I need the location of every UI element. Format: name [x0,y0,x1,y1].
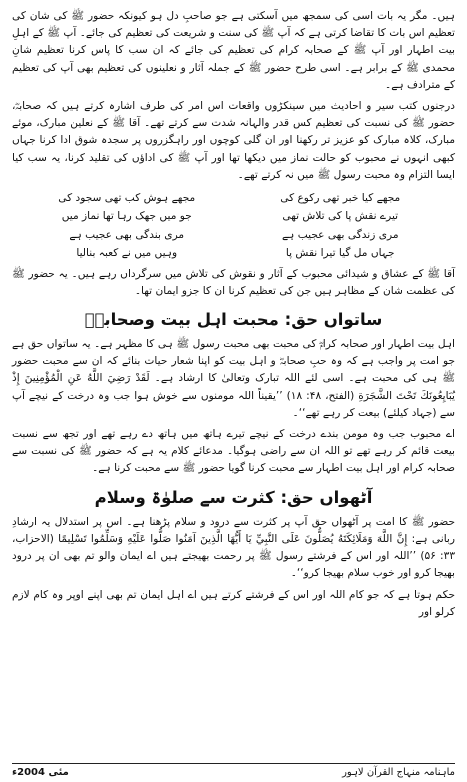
poem-verses [40,190,427,262]
footer-magazine-name: ماہنامہ منہاج القرآن [366,767,455,778]
section-7-paragraph-2: اے محبوب جب وہ مومن بندے درخت کے نیچے تیرے ہاتھ میں ہاتھ دے رہے تھے اور تجھ سے نسبت بیعت قائم کر رہے تھے تو اللہ ان سے راضی ہوگیا۔ مدعائے کلام یہ ہے کہ حضور ﷺ کی نسبت سے صحابہ کرام اور اہل بیت اطہار سے محبت کرنا گویا حضور ﷺ سے محبت کرنا ہے۔ [12,428,455,475]
poem-line: مجھے ہوش کب تھی سجود کی [58,192,196,205]
poem-line: مری بندگی بھی عجیب ہے [69,228,185,241]
intro-paragraph-1: ہیں۔ مگر یہ بات اسی کی سمجھ میں آسکتی ہے جو صاحبِ دل ہو کیونکہ حضور ﷺ کی شان کی تعظیم اس بات کا تقاضا کرتی ہے کہ آپ ﷺ کی سنت و شریعت کی تعظیم کی جائے۔ آپ ﷺ کے اہلِ بیت اطہار اور آپ ﷺ کے صحابہ کرام کی تعظیم کی جائے کہ ان سب کا پاس کرنا تعظیم شانِ محمدی ﷺ کے برابر ہے۔ اسی طرح حضور ﷺ کے جملہ آثار و نعلینوں کی تعظیم بھی آپ کی تعظیم کے مترادف ہے۔ [12,10,455,91]
intro-paragraph-2: درجنوں کتب سیر و احادیث میں سینکڑوں واقعات اس امر کی طرف اشارہ کرتے ہیں کہ صحابہؓ، حضور ﷺ کی نسبت کی تعظیم کس قدر والہانہ شدت سے کرتے تھے۔ آقا ﷺ کے نعلین مبارک، موئے مبارک، کلاہ مبارک کو عزیز تر رکھنا اور ان گلی کوچوں اور راہگزروں پر سجدہ شوق ادا کرنا جہاں کبھی انہوں نے محبوب کو حالت نماز میں دیکھا تھا اور آپ ﷺ کی اداؤں کی تقلید کرنا، یہ سب کیا ایسا التزام وہ محبت رسول ﷺ میں نہ کرتے تھے۔ [12,100,455,181]
poem-line: تیرے نقش پا کی تلاش تھی [282,210,399,223]
after-poem-paragraph: آقا ﷺ کے عشاق و شیدائی محبوب کے آثار و نقوش کی تلاش میں سرگرداں رہے ہیں۔ یہ حضور ﷺ کی عظمت شان کے مظاہر ہیں جن کی تعظیم کرنا ان کا جزو ایمان تھا۔ [12,267,455,297]
section-7-paragraph-1: اہل بیت اطہار اور صحابہ کرامؓ کی محبت بھی محبت رسول ﷺ ہی کا مظہر ہے۔ یہ ساتواں حق ہے جو امت پر واجب ہے کہ وہ حبِ صحابہؓ و اہل بیت کو اپنا شعار حیات بنائے کہ ان سے محبت حضور ﷺ ہی کی محبت ہے۔ اسی لئے اللہ تبارک وتعالیٰ کا ارشاد ہے۔ لَقَدْ رَضِيَ اللَّهُ عَنِ الْمُؤْمِنِينَ إِذْ يُبَايِعُونَكَ تَحْتَ الشَّجَرَةِ (الفتح، ۴۸: ۱۸) ’’یقیناً اللہ مومنوں سے خوش ہوا جب وہ درخت کے نیچے آپ سے (جہاد کیلئے) بیعت کر رہے تھے‘‘۔ [12,338,456,419]
poem-line: جو میں جھک رہا تھا نماز میں [61,210,192,223]
section-8-paragraph-1: حضور ﷺ کا امت پر آٹھواں حق آپ پر کثرت سے درود و سلام پڑھنا ہے۔ اس پر استدلال یہ ارشادِ ربانی ہے: إِنَّ اللَّهَ وَمَلَائِكَتَهُ يُصَلُّونَ عَلَى النَّبِيِّ يَا أَيُّهَا الَّذِينَ آمَنُوا صَلُّوا عَلَيْهِ وَسَلِّمُوا تَسْلِيمًا (الاحزاب، ۳۳: ۵۶) ’’اللہ اور اس کے فرشتے رسول ﷺ پر رحمت بھیجتے ہیں اے ایمان والو تم بھی ان پر درود بھیجا کرو اور خوب سلام بھیجا کرو‘‘۔ [12,515,456,580]
poem-line: وہیں میں نے کعبہ بنالیا [76,247,178,260]
poem-line: مجھے کیا خبر تھی رکوع کی [280,192,401,205]
section-8-paragraph-2: حکم ہوتا ہے کہ جو کام اللہ اور اس کے فرشتے کرتے ہیں اے اہل ایمان تم بھی اپنے اوپر وہ کام لازم کرلو اور [12,588,455,618]
page-footer [12,763,455,778]
poem-line: جہاں مل گیا تیرا نقش پا [285,247,395,260]
section-7-heading: ساتواں حق: محبت اہل بیت وصحابہؓ [84,310,383,330]
poem-line: مری زندگی بھی عجیب ہے [281,228,399,241]
footer-city: لاہور [342,767,364,778]
footer-date: مئی 2004ء [12,767,69,778]
section-8-heading: آٹھواں حق: کثرت سے صلوٰۃ وسلام [94,487,373,507]
footer-magazine [342,767,455,778]
